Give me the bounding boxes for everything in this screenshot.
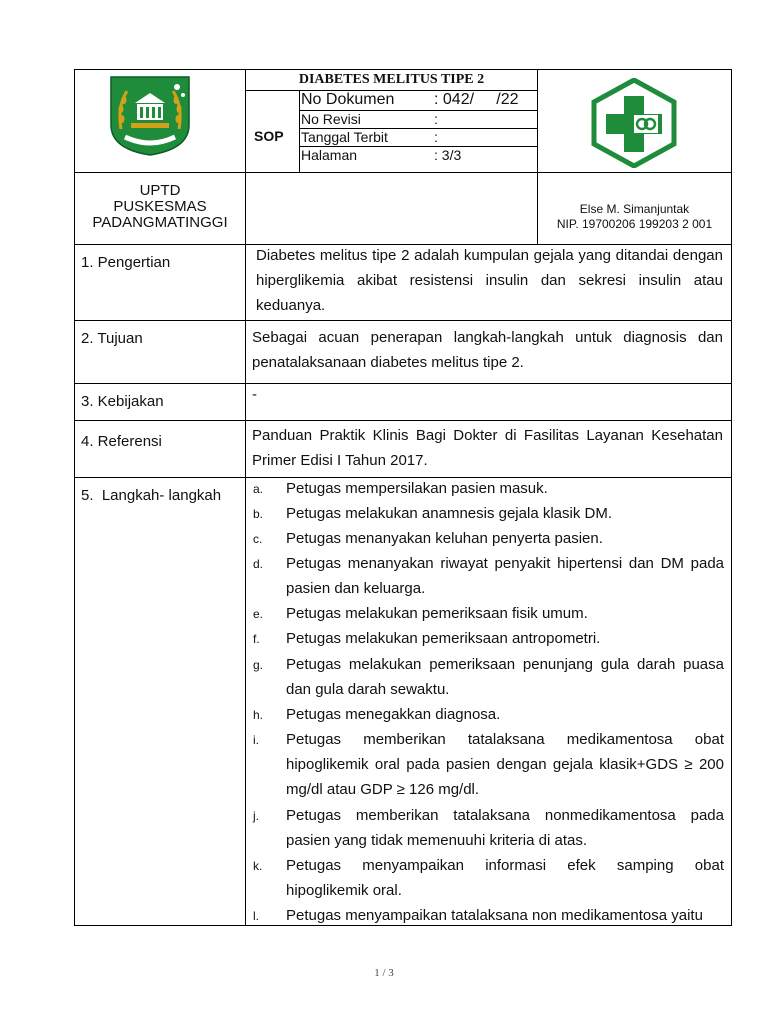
document-title: DIABETES MELITUS TIPE 2 — [298, 72, 485, 87]
institution-line-3: PADANGMATINGGI — [92, 214, 228, 231]
list-item — [250, 803, 724, 853]
page-number: 1 / 3 — [374, 967, 394, 979]
institution-name — [75, 183, 245, 231]
section-label-tujuan: 2. Tujuan — [81, 330, 143, 347]
section-text-referensi: Panduan Praktik Klinis Bagi Dokter di Fasilitas Layanan Kesehatan Primer Edisi I Tahun 2017. — [252, 427, 723, 469]
field-label-no-revisi: No Revisi — [301, 111, 361, 127]
section-text-pengertian: Diabetes melitus tipe 2 adalah kumpulan gejala yang ditandai dengan hiperglikemia akibat resistensi insulin dan sekresi insulin atau keduanya. — [256, 247, 723, 314]
step-letter: h. — [253, 708, 264, 722]
puskesmas-logo-icon — [590, 78, 678, 168]
sop-label: SOP — [254, 128, 284, 144]
field-label-no-dokumen: No Dokumen — [301, 91, 395, 108]
section-label-referensi: 4. Referensi — [81, 433, 162, 450]
list-item — [250, 903, 724, 928]
field-value-tanggal-terbit: : — [434, 129, 438, 145]
list-item — [250, 476, 724, 501]
step-text: Petugas menanyakan keluhan penyerta pasien. — [286, 530, 603, 547]
list-item — [250, 526, 724, 551]
section-label-kebijakan: 3. Kebijakan — [81, 393, 164, 410]
step-text: Petugas mempersilakan pasien masuk. — [286, 480, 548, 497]
step-text: Petugas memberikan tatalaksana nonmedikamentosa pada pasien yang tidak memenuuhi kriteria di atas. — [286, 807, 724, 849]
field-label-halaman: Halaman — [301, 147, 358, 163]
step-text: Petugas melakukan anamnesis gejala klasik DM. — [286, 505, 612, 522]
list-item — [250, 501, 724, 526]
institution-line-2: PUSKESMAS — [113, 198, 207, 215]
step-text: Petugas melakukan pemeriksaan fisik umum. — [286, 605, 588, 622]
section-text-kebijakan: - — [252, 386, 257, 403]
list-item — [250, 702, 724, 727]
step-text: Petugas menanyakan riwayat penyakit hipertensi dan DM pada pasien dan keluarga. — [286, 555, 724, 597]
step-text: Petugas memberikan tatalaksana medikamentosa obat hipoglikemik oral pada pasien dengan gejala klasik+GDS ≥ 200 mg/dl atau GDP ≥ 126 mg/dl. — [286, 731, 724, 798]
signer-block — [538, 202, 731, 232]
list-item — [250, 727, 724, 802]
step-letter: a. — [253, 482, 264, 496]
list-item — [250, 551, 724, 601]
step-text: Petugas menyampaikan tatalaksana non medikamentosa yaitu — [286, 907, 703, 924]
regional-government-emblem-icon — [107, 73, 193, 157]
list-item — [250, 626, 724, 651]
field-value-no-revisi: : — [434, 111, 438, 127]
step-letter: e. — [253, 607, 264, 621]
step-text: Petugas melakukan pemeriksaan antropometri. — [286, 630, 601, 647]
signer-nip: NIP. 19700206 199203 2 001 — [556, 217, 713, 231]
field-label-tanggal-terbit: Tanggal Terbit — [301, 129, 388, 145]
step-letter: c. — [253, 532, 263, 546]
signer-name: Else M. Simanjuntak — [579, 202, 690, 216]
list-item — [250, 601, 724, 626]
section-label-pengertian: 1. Pengertian — [81, 254, 171, 271]
step-letter: l. — [253, 909, 259, 923]
step-letter: f. — [253, 632, 260, 646]
step-letter: b. — [253, 507, 264, 521]
step-letter: i. — [253, 733, 259, 747]
section-label-langkah: 5. Langkah- langkah — [81, 487, 222, 504]
field-value-no-dokumen: : 042/ /22 — [434, 91, 519, 108]
institution-line-1: UPTD — [139, 182, 181, 199]
step-letter: g. — [253, 658, 264, 672]
section-text-tujuan: Sebagai acuan penerapan langkah-langkah untuk diagnosis dan penatalaksanaan diabetes melitus tipe 2. — [252, 329, 723, 371]
step-letter: d. — [253, 557, 264, 571]
step-letter: j. — [253, 809, 259, 823]
step-text: Petugas melakukan pemeriksaan penunjang gula darah puasa dan gula darah sewaktu. — [286, 656, 724, 698]
list-item — [250, 652, 724, 702]
step-text: Petugas menyampaikan informasi efek samping obat hipoglikemik oral. — [286, 857, 724, 899]
list-item — [250, 853, 724, 903]
step-text: Petugas menegakkan diagnosa. — [286, 706, 501, 723]
step-letter: k. — [253, 859, 263, 873]
field-value-halaman: : 3/3 — [434, 147, 462, 163]
